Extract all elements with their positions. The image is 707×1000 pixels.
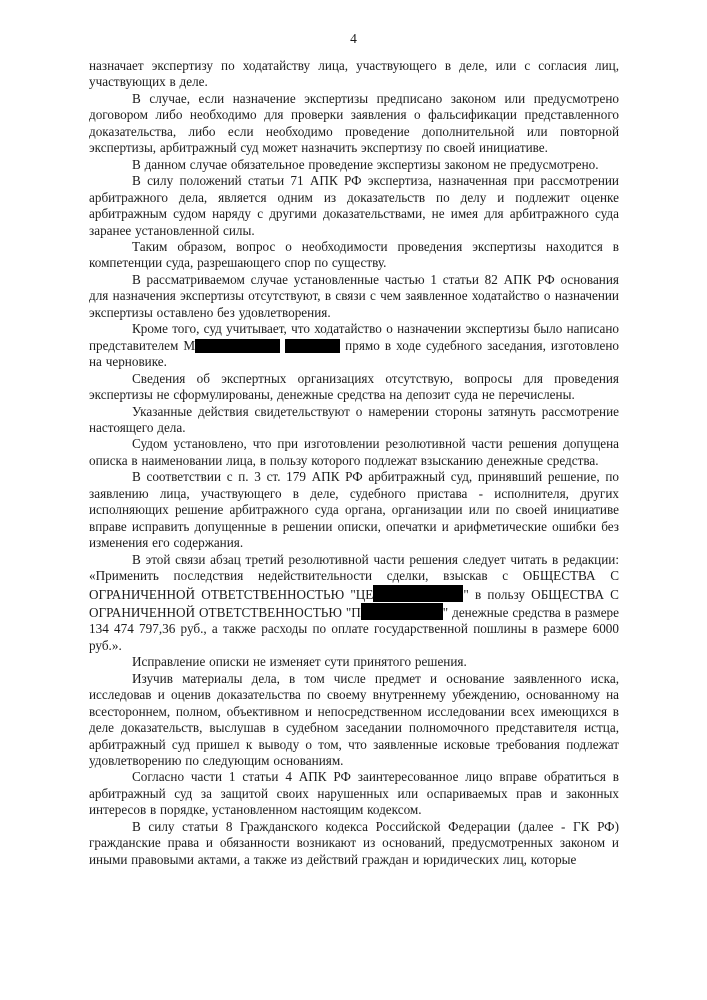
paragraph: Исправление описки не изменяет сути принятого решения. bbox=[132, 654, 467, 670]
paragraph: В данном случае обязательное проведение экспертизы законом не предусмотрено. bbox=[132, 156, 599, 172]
redaction-bar bbox=[373, 585, 463, 602]
paragraph: В соответствии с п. 3 ст. 179 АПК РФ арбитражный суд, принявший решение, по заявлению лица, участвующего в деле, судебного пристава - исполнителя, других исполняющих решение арбитражного суда органа, организации или по своей инициативе вправе исправить допущенные в решении описки, опечатки и арифметические ошибки без изменения его содержания. bbox=[89, 469, 619, 551]
paragraph: Указанные действия свидетельствуют о намерении стороны затянуть рассмотрение настоящего дела. bbox=[89, 403, 619, 435]
paragraph: В силу положений статьи 71 АПК РФ экспертиза, назначенная при рассмотрении арбитражного дела, является одним из доказательств по делу и подлежит оценке арбитражным судом наряду с другими доказательствами, не имея для арбитражного суда заранее установленной силы. bbox=[89, 173, 619, 238]
paragraph: В случае, если назначение экспертизы предписано законом или предусмотрено договором либо необходимо для проверки заявления о фальсификации представленного доказательства, либо если необходимо проведение дополнительной или повторной экспертизы, арбитражный суд может назначить экспертизу по своей инициативе. bbox=[89, 90, 619, 156]
paragraph: Судом установлено, что при изготовлении резолютивной части решения допущена описка в наименовании лица, в пользу которого подлежат взысканию денежные средства. bbox=[89, 436, 619, 468]
document-body bbox=[89, 58, 619, 868]
paragraph: Изучив материалы дела, в том числе предмет и основание заявленного иска, исследовав и оценив доказательства по своему внутреннему убеждению, основанному на всестороннем, полном, объективном и непосредственном исследовании всех имеющихся в деле доказательств, выслушав в судебном заседании полномочного представителя истца, арбитражный суд пришел к выводу о том, что заявленные исковые требования подлежат удовлетворению по следующим основаниям. bbox=[89, 670, 619, 769]
paragraph: В рассматриваемом случае установленные частью 1 статьи 82 АПК РФ основания для назначения экспертизы отсутствуют, в связи с чем заявленное ходатайство о назначении экспертизы оставлено без удовлетворения. bbox=[89, 271, 619, 320]
redaction-bar bbox=[195, 339, 280, 353]
paragraph: назначает экспертизу по ходатайству лица, участвующего в деле, или с согласия лиц, участвующих в деле. bbox=[89, 58, 619, 90]
paragraph: Согласно части 1 статьи 4 АПК РФ заинтересованное лицо вправе обратиться в арбитражный суд за защитой своих нарушенных или оспариваемых прав и законных интересов в порядке, установленном настоящим кодексом. bbox=[89, 769, 619, 818]
paragraph: Кроме того, суд учитывает, что ходатайство о назначении экспертизы было написано представителем М прямо в ходе судебного заседания, изготовлено на черновике. bbox=[89, 321, 619, 370]
paragraph: В силу статьи 8 Гражданского кодекса Российской Федерации (далее - ГК РФ) гражданские права и обязанности возникают из оснований, предусмотренных законом и иными правовыми актами, а также из действий граждан и юридических лиц, которые bbox=[89, 818, 619, 867]
paragraph: Таким образом, вопрос о необходимости проведения экспертизы находится в компетенции суда, разрешающего спор по существу. bbox=[89, 238, 619, 271]
redaction-bar bbox=[285, 339, 340, 353]
page-number: 4 bbox=[350, 31, 357, 46]
paragraph: Сведения об экспертных организациях отсутствую, вопросы для проведения экспертизы не сформулированы, денежные средства на депозит суда не перечислены. bbox=[89, 370, 619, 403]
redaction-bar bbox=[361, 603, 443, 620]
paragraph: В этой связи абзац третий резолютивной части решения следует читать в редакции: «Применить последствия недействительности сделки, взыскав с ОБЩЕСТВА С ОГРАНИЧЕННОЙ ОТВЕТСТВЕННОСТЬЮ "ЦЕ " в пользу ОБЩЕСТВА С ОГРАНИЧЕННОЙ ОТВЕТСТВЕННОСТЬЮ "П " денежные средства в размере 134 474 797,36 руб., а также расходы по оплате государственной пошлины в размере 6000 руб.». bbox=[89, 551, 619, 653]
